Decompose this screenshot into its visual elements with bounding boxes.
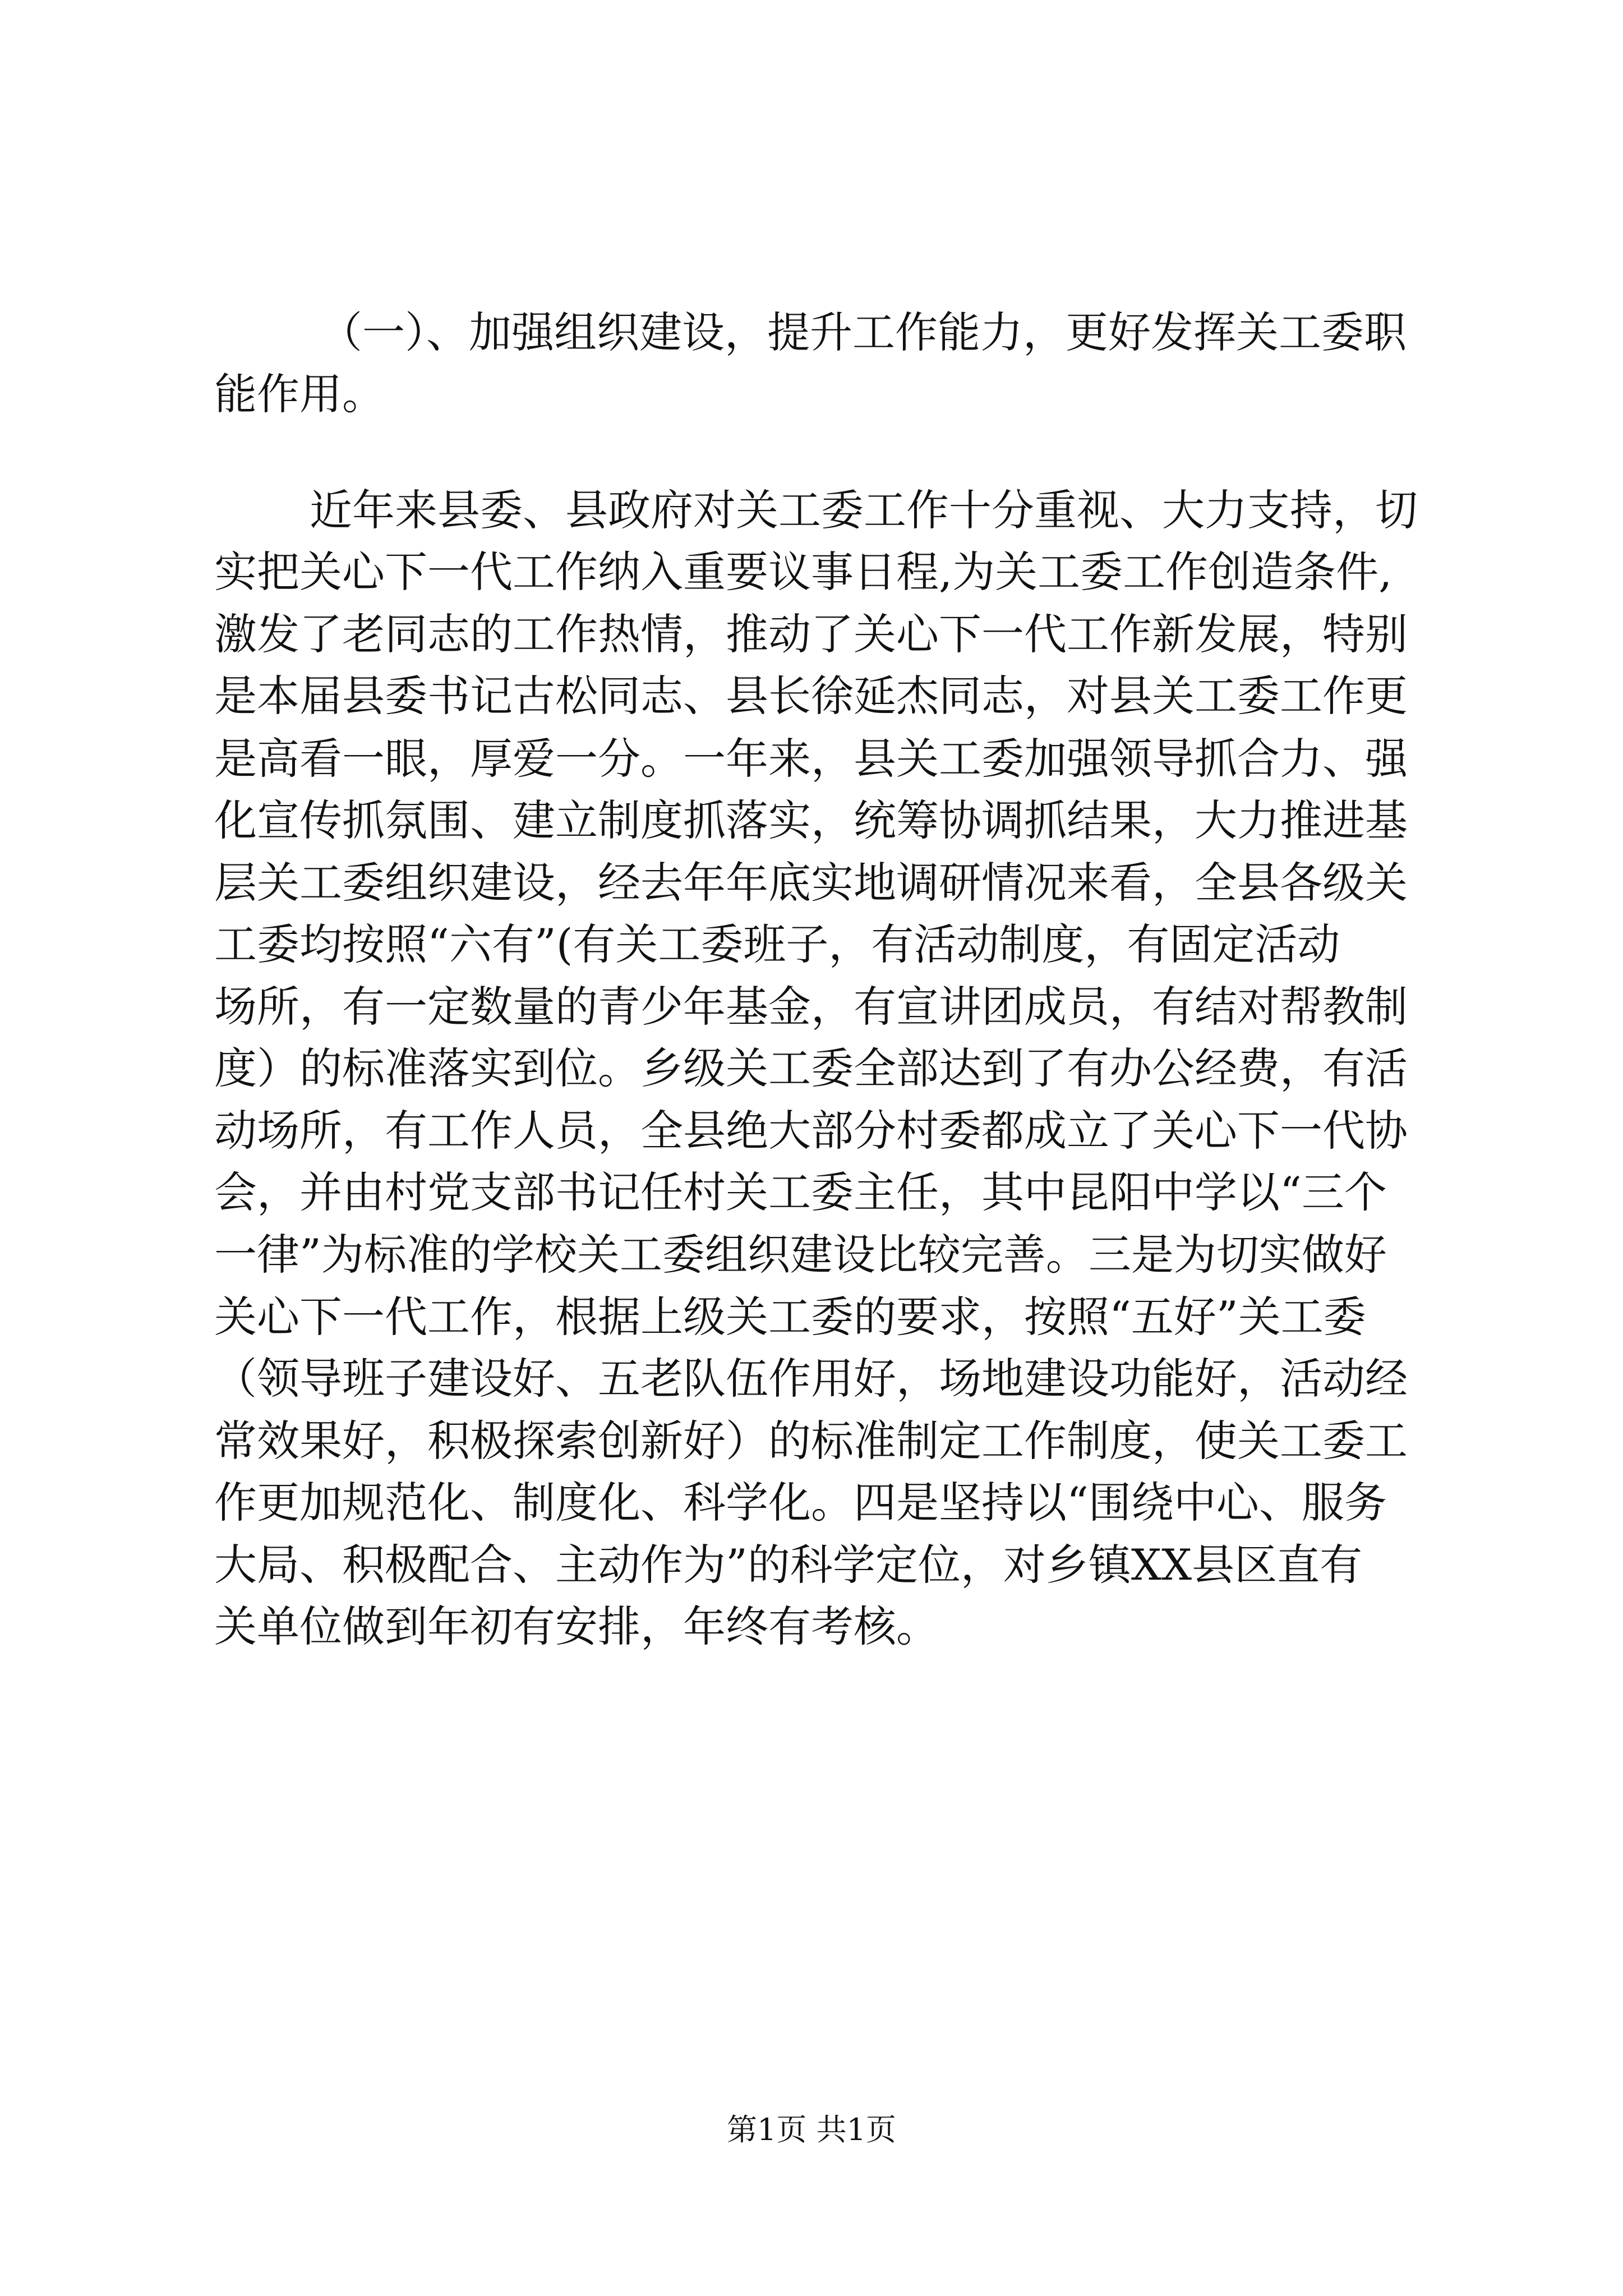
- paragraph-line-10: 度）的标准落实到位。乡级关工委全部达到了有办公经费，有活: [214, 1043, 1408, 1093]
- paragraph-line-17: 作更加规范化、制度化、科学化。四是坚持以“围绕中心、服务: [214, 1478, 1387, 1527]
- paragraph-line-3: 激发了老同志的工作热情，推动了关心下一代工作新发展，特别: [214, 609, 1408, 659]
- paragraph-line-9: 场所，有一定数量的青少年基金，有宣讲团成员，有结对帮教制: [214, 982, 1408, 1032]
- paragraph-line-2: 实把关心下一代工作纳入重要议事日程,为关工委工作创造条件,: [214, 547, 1393, 597]
- paragraph-line-6: 化宣传抓氛围、建立制度抓落实，统筹协调抓结果，大力推进基: [214, 795, 1408, 845]
- paragraph-line-12: 会，并由村党支部书记任村关工委主任，其中昆阳中学以“三个: [214, 1167, 1387, 1217]
- paragraph-line-14: 关心下一代工作，根据上级关工委的要求，按照“五好”关工委: [214, 1292, 1366, 1342]
- section-heading-line-2: 能作用。: [214, 369, 385, 419]
- paragraph-line-11: 动场所，有工作人员，全县绝大部分村委都成立了关心下一代协: [214, 1106, 1408, 1156]
- paragraph-line-5: 是高看一眼，厚爱一分。一年来，县关工委加强领导抓合力、强: [214, 734, 1408, 784]
- paragraph-line-15: （领导班子建设好、五老队伍作用好，场地建设功能好，活动经: [214, 1354, 1408, 1404]
- paragraph-line-19: 关单位做到年初有安排，年终有考核。: [214, 1602, 939, 1651]
- page-footer: 第1页 共1页: [727, 2112, 896, 2147]
- paragraph-line-18: 大局、积极配合、主动作为”的科学定位，对乡镇XX县区直有: [214, 1540, 1363, 1590]
- paragraph-line-13: 一律”为标准的学校关工委组织建设比较完善。三是为切实做好: [214, 1230, 1387, 1280]
- paragraph-line-8: 工委均按照“六有”(有关工委班子，有活动制度，有固定活动: [214, 919, 1340, 969]
- paragraph-line-7: 层关工委组织建设，经去年年底实地调研情况来看，全县各级关: [214, 858, 1408, 908]
- paragraph-line-16: 常效果好，积极探索创新好）的标准制定工作制度，使关工委工: [214, 1416, 1408, 1466]
- paragraph-line-1: 近年来县委、县政府对关工委工作十分重视、大力支持，切: [310, 485, 1418, 535]
- section-heading-line-1: （一）、加强组织建设，提升工作能力，更好发挥关工委职: [320, 307, 1407, 357]
- paragraph-line-4: 是本届县委书记古松同志、县长徐延杰同志，对县关工委工作更: [214, 671, 1408, 721]
